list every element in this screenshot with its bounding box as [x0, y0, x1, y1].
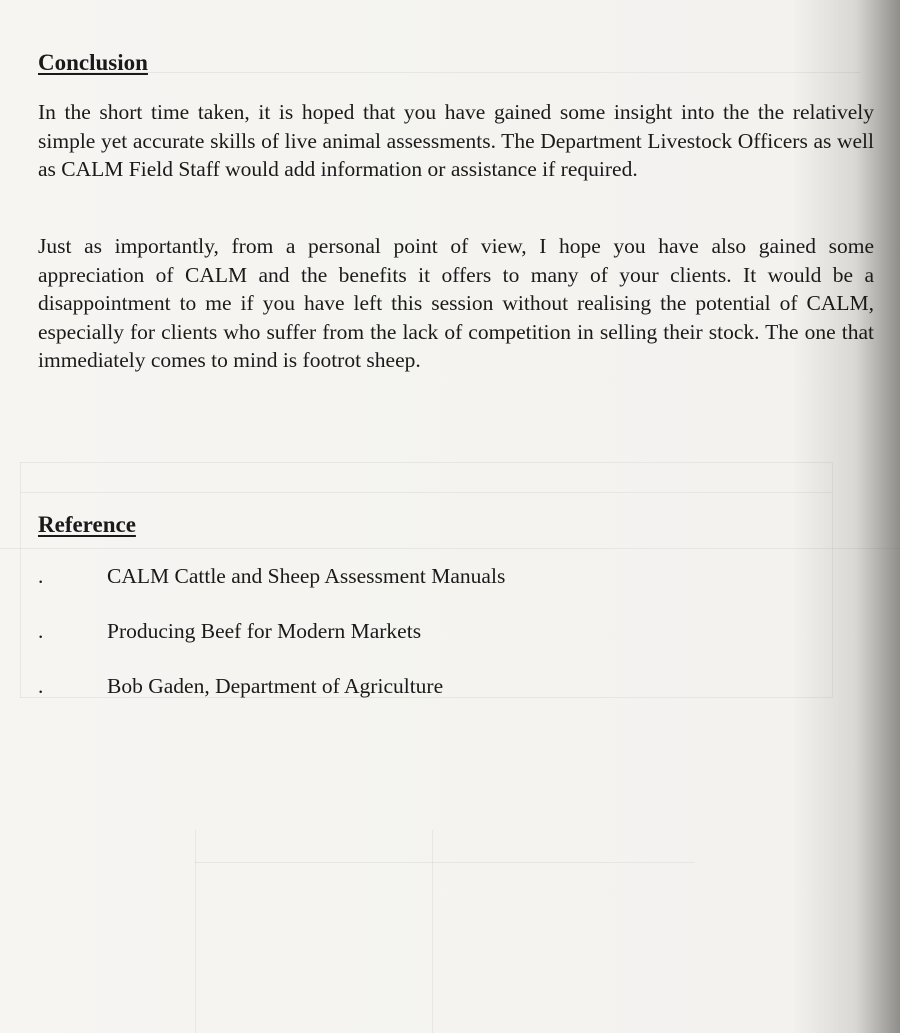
bullet: . — [38, 619, 44, 643]
conclusion-paragraph-2: Just as importantly, from a personal point of view, I hope you have also gained some appreciation of CALM and the benefits it offers to many of your clients. It would be a disappointment to me if you have left this session without realising the potential of CALM, especially for clients who suffer from the lack of competition in selling their stock. The one that immediately comes to mind is footrot sheep. — [38, 234, 874, 372]
reference-heading: Reference — [38, 512, 136, 537]
conclusion-paragraph-1: In the short time taken, it is hoped that you have gained some insight into the the relatively simple yet accurate skills of live animal assessments. The Department Livestock Officers as well as CALM Field Staff would add information or assistance if required. — [38, 100, 874, 181]
bullet: . — [38, 674, 44, 698]
reference-item-text: CALM Cattle and Sheep Assessment Manuals — [107, 564, 506, 588]
bleed-through-rule — [195, 862, 695, 863]
bleed-through-rule — [832, 462, 833, 698]
bleed-through-rule — [0, 548, 900, 549]
bleed-through-rule — [20, 462, 21, 698]
reference-item-text: Producing Beef for Modern Markets — [107, 619, 422, 643]
bleed-through-rule — [60, 72, 860, 73]
bullet: . — [38, 564, 44, 588]
conclusion-heading: Conclusion — [38, 50, 148, 75]
bleed-through-rule — [20, 492, 832, 493]
reference-item-text: Bob Gaden, Department of Agriculture — [107, 674, 444, 698]
bleed-through-rule — [195, 830, 196, 1033]
bleed-through-rule — [20, 462, 832, 463]
bleed-through-rule — [432, 830, 433, 1033]
